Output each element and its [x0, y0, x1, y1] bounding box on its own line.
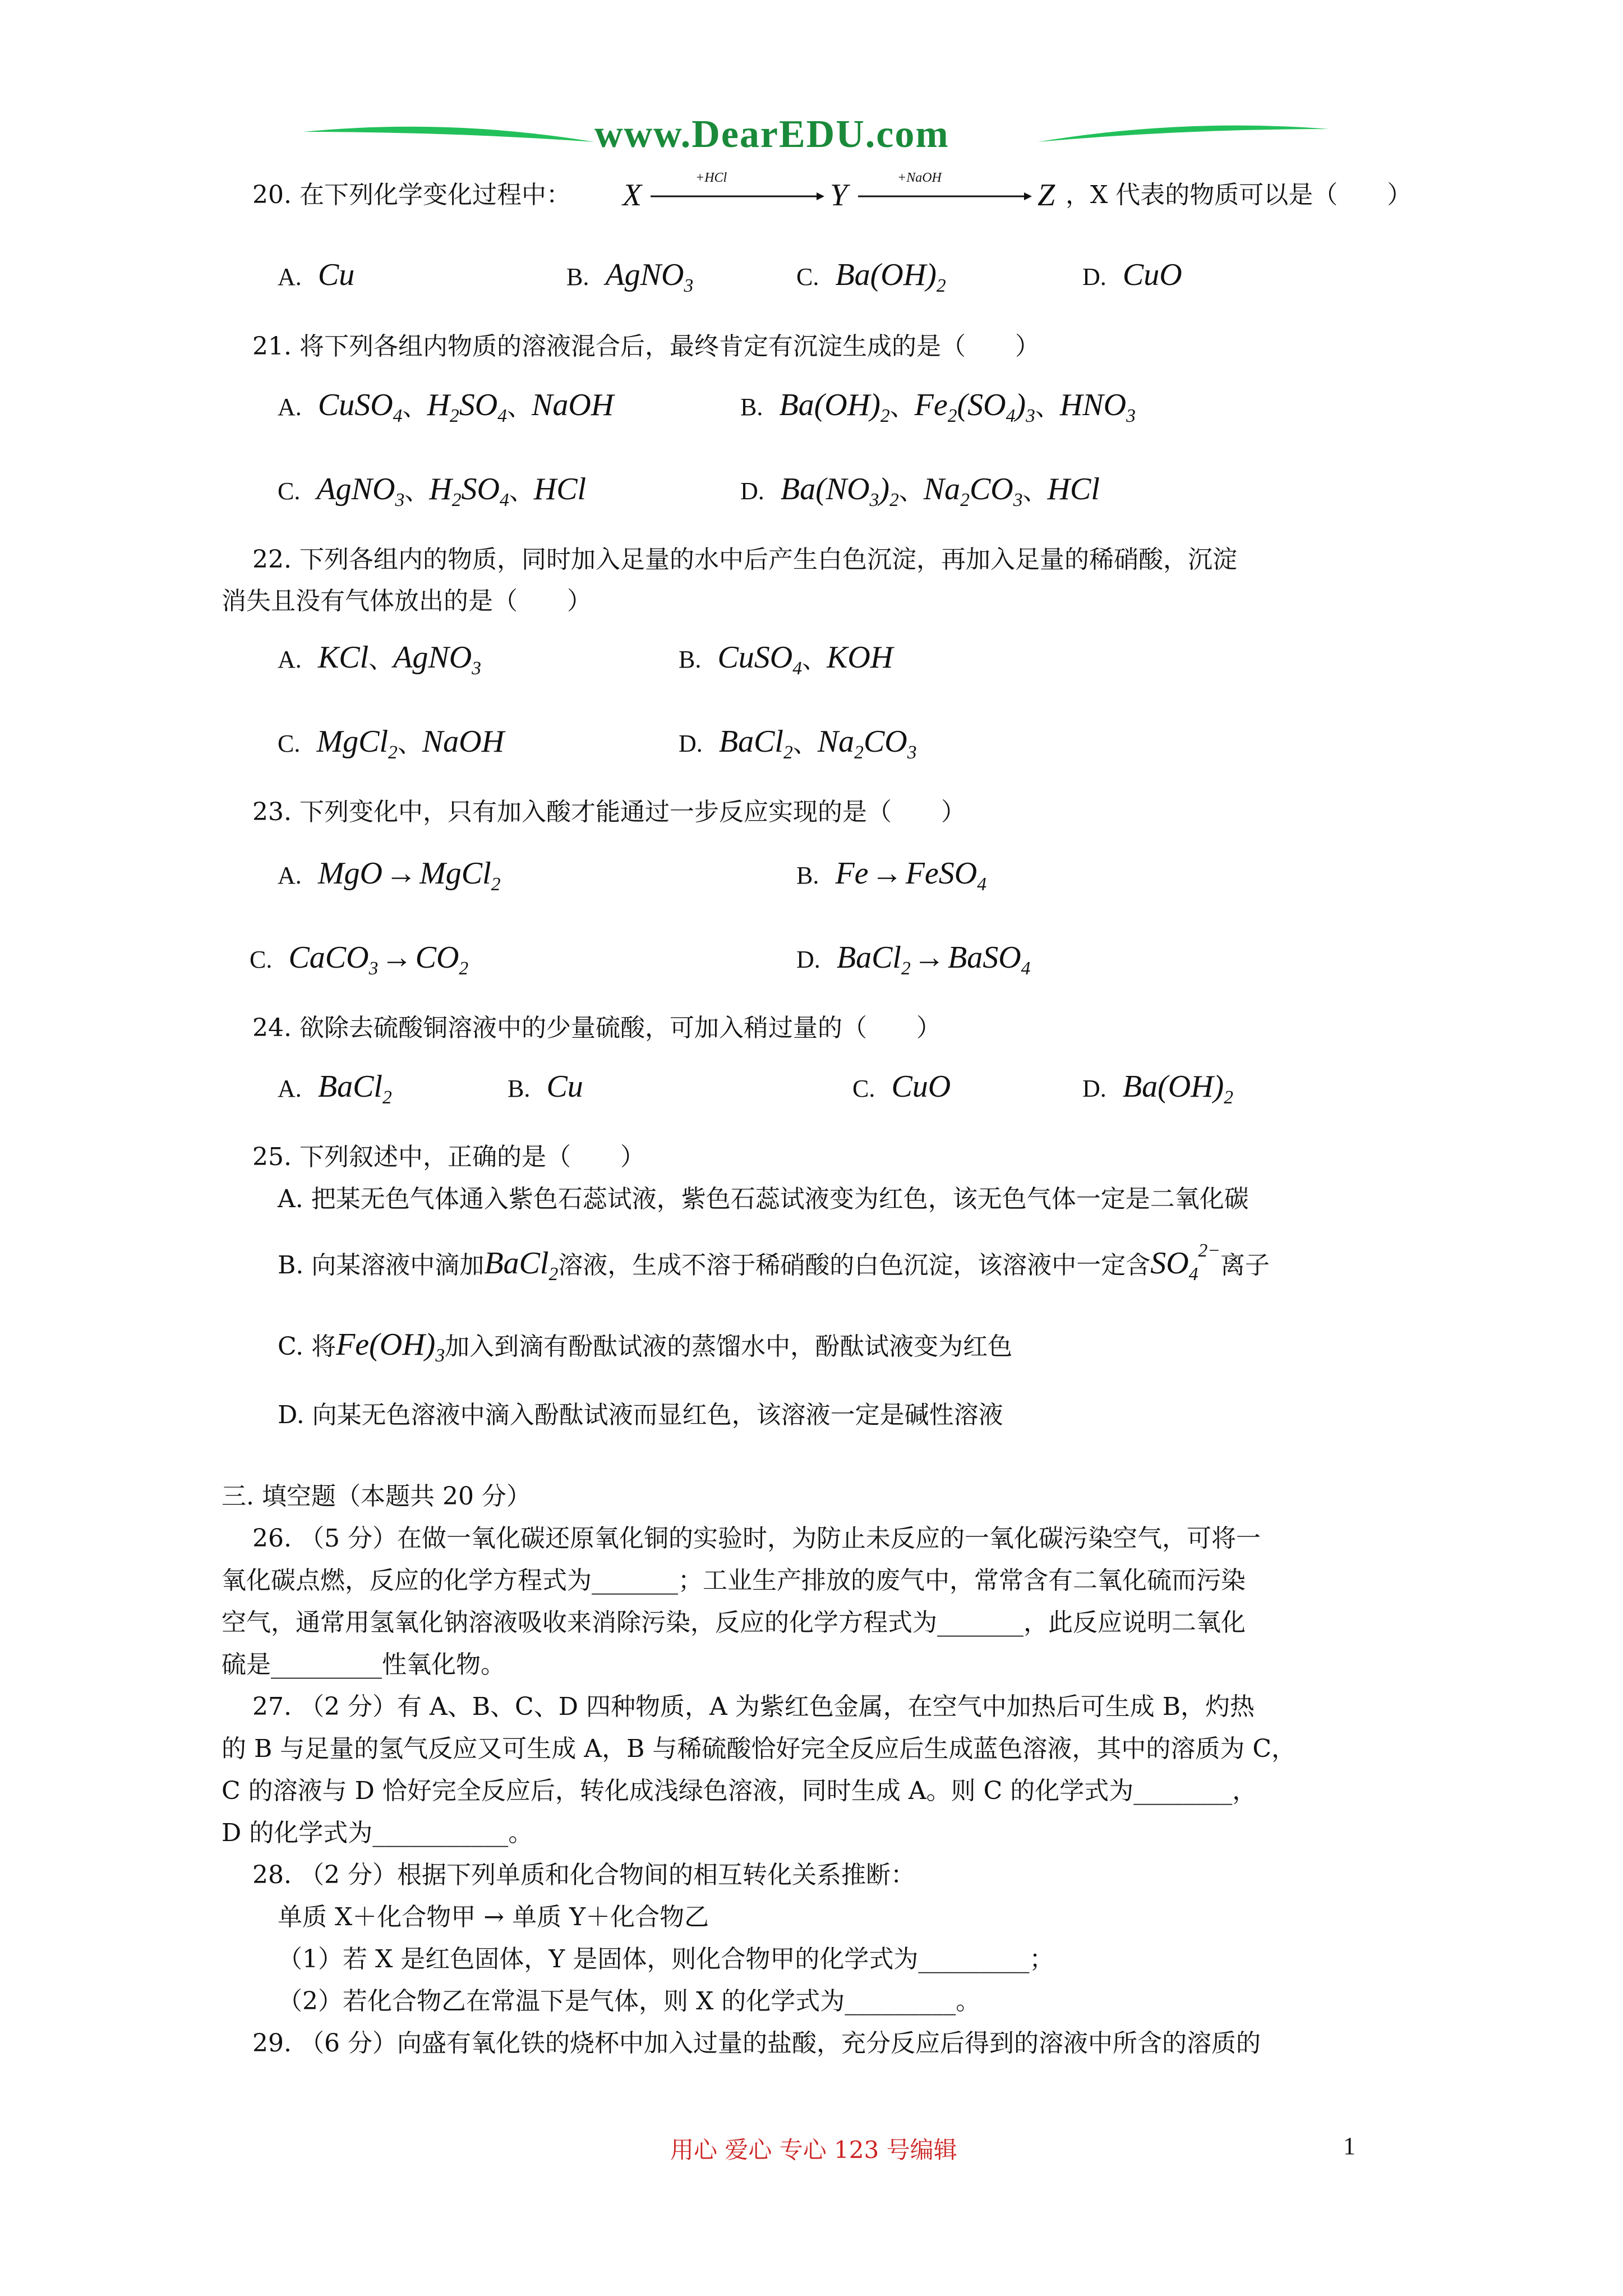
option-text: 加入到滴有酚酞试液的蒸馏水中，酚酞试液变为红色 [445, 1332, 1013, 1361]
option-label: B. [740, 393, 763, 421]
formula: BaCl$_2$ [317, 1069, 392, 1108]
q22-stem-line2: 消失且没有气体放出的是（ ） [222, 587, 592, 615]
q24-stem: 24. 欲除去硫酸铜溶液中的少量硫酸，可加入稍过量的（ ） [252, 1014, 941, 1042]
option-label: A. [278, 1075, 302, 1102]
formula: $SO_4^{2-}$ [1150, 1240, 1220, 1285]
formula: BaCl$_2$ [836, 940, 911, 979]
option-label: B. [679, 646, 702, 673]
option-label: A. [278, 263, 302, 291]
header-logo [303, 107, 1329, 168]
arrow-icon: → [381, 940, 413, 975]
q29-line1: 29. （6 分）向盛有氧化铁的烧杯中加入过量的盐酸，充分反应后得到的溶液中所含的溶质的 [252, 2029, 1261, 2058]
right-swoosh-icon [1038, 121, 1329, 154]
option-label: D. [740, 477, 764, 505]
q21-option-a[interactable] [278, 387, 614, 426]
formula: MgCl$_2$ [316, 724, 398, 763]
q27-line4: D 的化学式为___________。 [222, 1819, 533, 1847]
separator: 、 [368, 645, 394, 674]
separator: 、 [898, 477, 924, 505]
q20-opt-b-formula: AgNO$_3$ [605, 257, 694, 296]
q27-line2: 的 B 与足量的氢气反应又可生成 A，B 与稀硫酸恰好完全反应后生成蓝色溶液，其中的溶质为 C， [222, 1734, 1297, 1763]
option-label: B. [796, 862, 819, 889]
formula: BaSO$_4$ [947, 940, 1031, 979]
option-text: C. 将 [278, 1332, 336, 1361]
formula: FeSO$_4$ [905, 856, 987, 895]
option-label: B. [566, 263, 589, 291]
q20-opt-a-formula: Cu [317, 257, 355, 292]
option-label: C. [796, 263, 819, 291]
option-text: B. 向某溶液中滴加 [278, 1251, 485, 1280]
q23-option-b[interactable] [796, 855, 987, 895]
q23-option-d[interactable] [796, 940, 1031, 979]
q21-option-d[interactable] [740, 471, 1100, 510]
q20-opt-c-formula: $Ba(OH)_2$ [835, 257, 946, 296]
option-label: C. [278, 477, 301, 505]
arrow-icon: → [871, 856, 903, 891]
q27-line3: C 的溶液与 D 恰好完全反应后，转化成浅绿色溶液，同时生成 A。则 C 的化学式为________， [222, 1777, 1257, 1805]
q21-stem: 21. 将下列各组内物质的溶液混合后，最终肯定有沉淀生成的是（ ） [252, 332, 1040, 361]
formula: Cu [546, 1069, 583, 1104]
q22-option-c[interactable] [278, 724, 505, 763]
formula: AgNO$_3$ [393, 640, 481, 679]
q28-line4: （2）若化合物乙在常温下是气体，则 X 的化学式为_________。 [278, 1987, 981, 2016]
separator: 、 [802, 645, 827, 674]
separator: 、 [404, 477, 430, 505]
option-label: C. [852, 1075, 875, 1102]
option-label: D. [679, 730, 703, 757]
q24-option-c[interactable] [852, 1069, 951, 1105]
formula: $Fe(OH)_3$ [336, 1327, 445, 1366]
q20-tail: ，X 代表的物质可以是（ ） [1066, 181, 1412, 209]
q23-option-a[interactable] [278, 855, 501, 895]
formula: AgNO$_3$ [316, 472, 405, 510]
formula: KCl [317, 640, 369, 675]
q20-naoh-label: +NaOH [897, 171, 942, 185]
formula: KOH [827, 640, 893, 675]
formula: $Na_2CO_3$ [817, 724, 917, 763]
q25-option-c[interactable] [278, 1327, 1013, 1366]
option-label: D. [796, 946, 820, 973]
option-label: C. [278, 730, 301, 757]
formula: $Ba(OH)_2$ [1122, 1069, 1234, 1108]
formula: CuSO$_4$ [717, 640, 803, 679]
q20-hcl-label: +HCl [695, 171, 727, 185]
option-label: A. [278, 393, 302, 421]
q25-option-a[interactable]: A. 把某无色气体通入紫色石蕊试液，紫色石蕊试液变为红色，该无色气体一定是二氧化碳 [278, 1185, 1249, 1213]
left-swoosh-icon [303, 121, 594, 154]
formula: $Ba(OH)_2$ [779, 388, 890, 426]
q20-y: Y [830, 178, 848, 213]
option-label: B. [508, 1075, 531, 1102]
site-logo-text[interactable]: www.DearEDU.com [594, 113, 949, 156]
formula: $H_2SO_4$ [427, 388, 507, 426]
section-3-title: 三. 填空题（本题共 20 分） [222, 1482, 531, 1511]
separator: 、 [506, 393, 532, 421]
separator: 、 [792, 729, 818, 758]
formula: $HNO_3$ [1059, 388, 1136, 426]
q22-option-a[interactable] [278, 639, 481, 679]
q20-z: Z [1038, 178, 1055, 213]
formula: CuO [891, 1069, 951, 1104]
q21-option-c[interactable] [278, 471, 587, 510]
q20-option-c[interactable] [796, 257, 946, 296]
q26-line4: 硫是_________性氧化物。 [222, 1650, 505, 1679]
formula: $Ba(NO_3)_2$ [780, 472, 899, 510]
q20-x: X [623, 178, 642, 213]
arrow-icon: → [913, 940, 945, 975]
q28-line2: 单质 X＋化合物甲 → 单质 Y＋化合物乙 [278, 1903, 709, 1931]
q26-line2: 氧化碳点燃，反应的化学方程式为_______；工业生产排放的废气中，常常含有二氧化硫而污染 [222, 1566, 1246, 1595]
q20-arrow1-icon [651, 191, 824, 202]
formula: NaOH [422, 724, 505, 759]
formula: $Fe_2(SO_4)_3$ [914, 388, 1035, 426]
q20-intro: 20. 在下列化学变化过程中： [252, 181, 571, 209]
separator: 、 [397, 729, 422, 758]
q24-option-d[interactable] [1082, 1069, 1234, 1108]
q20-opt-d-formula: CuO [1122, 257, 1182, 292]
formula: HCl [533, 472, 587, 507]
page-number: 1 [1343, 2132, 1355, 2160]
q26-line3: 空气，通常用氢氧化钠溶液吸收来消除污染，反应的化学方程式为_______，此反应说明二氧化 [222, 1608, 1246, 1637]
option-label: A. [278, 862, 302, 889]
q20-arrow2-icon [858, 191, 1032, 202]
formula: $H_2SO_4$ [429, 472, 509, 510]
formula: $CO_2$ [415, 940, 469, 979]
formula: MgO [317, 856, 382, 891]
q28-line1: 28. （2 分）根据下列单质和化合物间的相互转化关系推断： [252, 1861, 915, 1889]
formula: HCl [1047, 472, 1100, 507]
option-label: D. [1082, 1075, 1106, 1102]
option-text: 溶液，生成不溶于稀硝酸的白色沉淀，该溶液中一定含 [558, 1251, 1151, 1280]
q27-line1: 27. （2 分）有 A、B、C、D 四种物质，A 为紫红色金属，在空气中加热后可生成 B，灼热 [252, 1692, 1255, 1721]
option-label: D. [1082, 263, 1106, 291]
separator: 、 [1022, 477, 1048, 505]
q20-option-a[interactable] [278, 257, 354, 293]
q20-option-d[interactable] [1082, 257, 1182, 293]
q22-option-d[interactable] [679, 724, 917, 763]
q24-option-a[interactable] [278, 1069, 392, 1108]
arrow-icon: → [385, 856, 417, 891]
q25-option-d[interactable]: D. 向某无色溶液中滴入酚酞试液而显红色，该溶液一定是碱性溶液 [278, 1401, 1003, 1429]
q25-stem: 25. 下列叙述中，正确的是（ ） [252, 1143, 645, 1171]
q20-option-b[interactable] [566, 257, 694, 296]
q22-stem-line1: 22. 下列各组内的物质，同时加入足量的水中后产生白色沉淀，再加入足量的稀硝酸，沉淀 [252, 545, 1237, 574]
formula: MgCl$_2$ [419, 856, 501, 895]
q25-option-b[interactable] [278, 1240, 1270, 1285]
q23-option-c[interactable] [250, 940, 469, 979]
q21-option-b[interactable] [740, 387, 1136, 426]
q26-line1: 26. （5 分）在做一氧化碳还原氧化铜的实验时，为防止未反应的一氧化碳污染空气，可将一 [252, 1524, 1261, 1553]
formula: CaCO$_3$ [288, 940, 379, 979]
q28-line3: （1）若 X 是红色固体，Y 是固体，则化合物甲的化学式为_________； [278, 1945, 1054, 1973]
footer-text: 用心 爱心 专心 123 号编辑 [670, 2136, 957, 2164]
separator: 、 [889, 393, 915, 421]
option-label: C. [250, 946, 273, 973]
option-label: A. [278, 646, 302, 673]
q24-option-b[interactable] [508, 1069, 583, 1105]
separator: 、 [509, 477, 534, 505]
formula: NaOH [531, 388, 614, 422]
formula: BaCl$_2$ [484, 1246, 559, 1285]
formula: Fe [835, 856, 869, 891]
separator: 、 [402, 393, 427, 421]
formula: BaCl$_2$ [718, 724, 793, 763]
q22-option-b[interactable] [679, 639, 893, 679]
formula: $Na_2CO_3$ [923, 472, 1023, 510]
q23-stem: 23. 下列变化中，只有加入酸才能通过一步反应实现的是（ ） [252, 798, 966, 826]
option-text: 离子 [1220, 1251, 1270, 1280]
separator: 、 [1035, 393, 1060, 421]
formula: CuSO$_4$ [317, 388, 403, 426]
